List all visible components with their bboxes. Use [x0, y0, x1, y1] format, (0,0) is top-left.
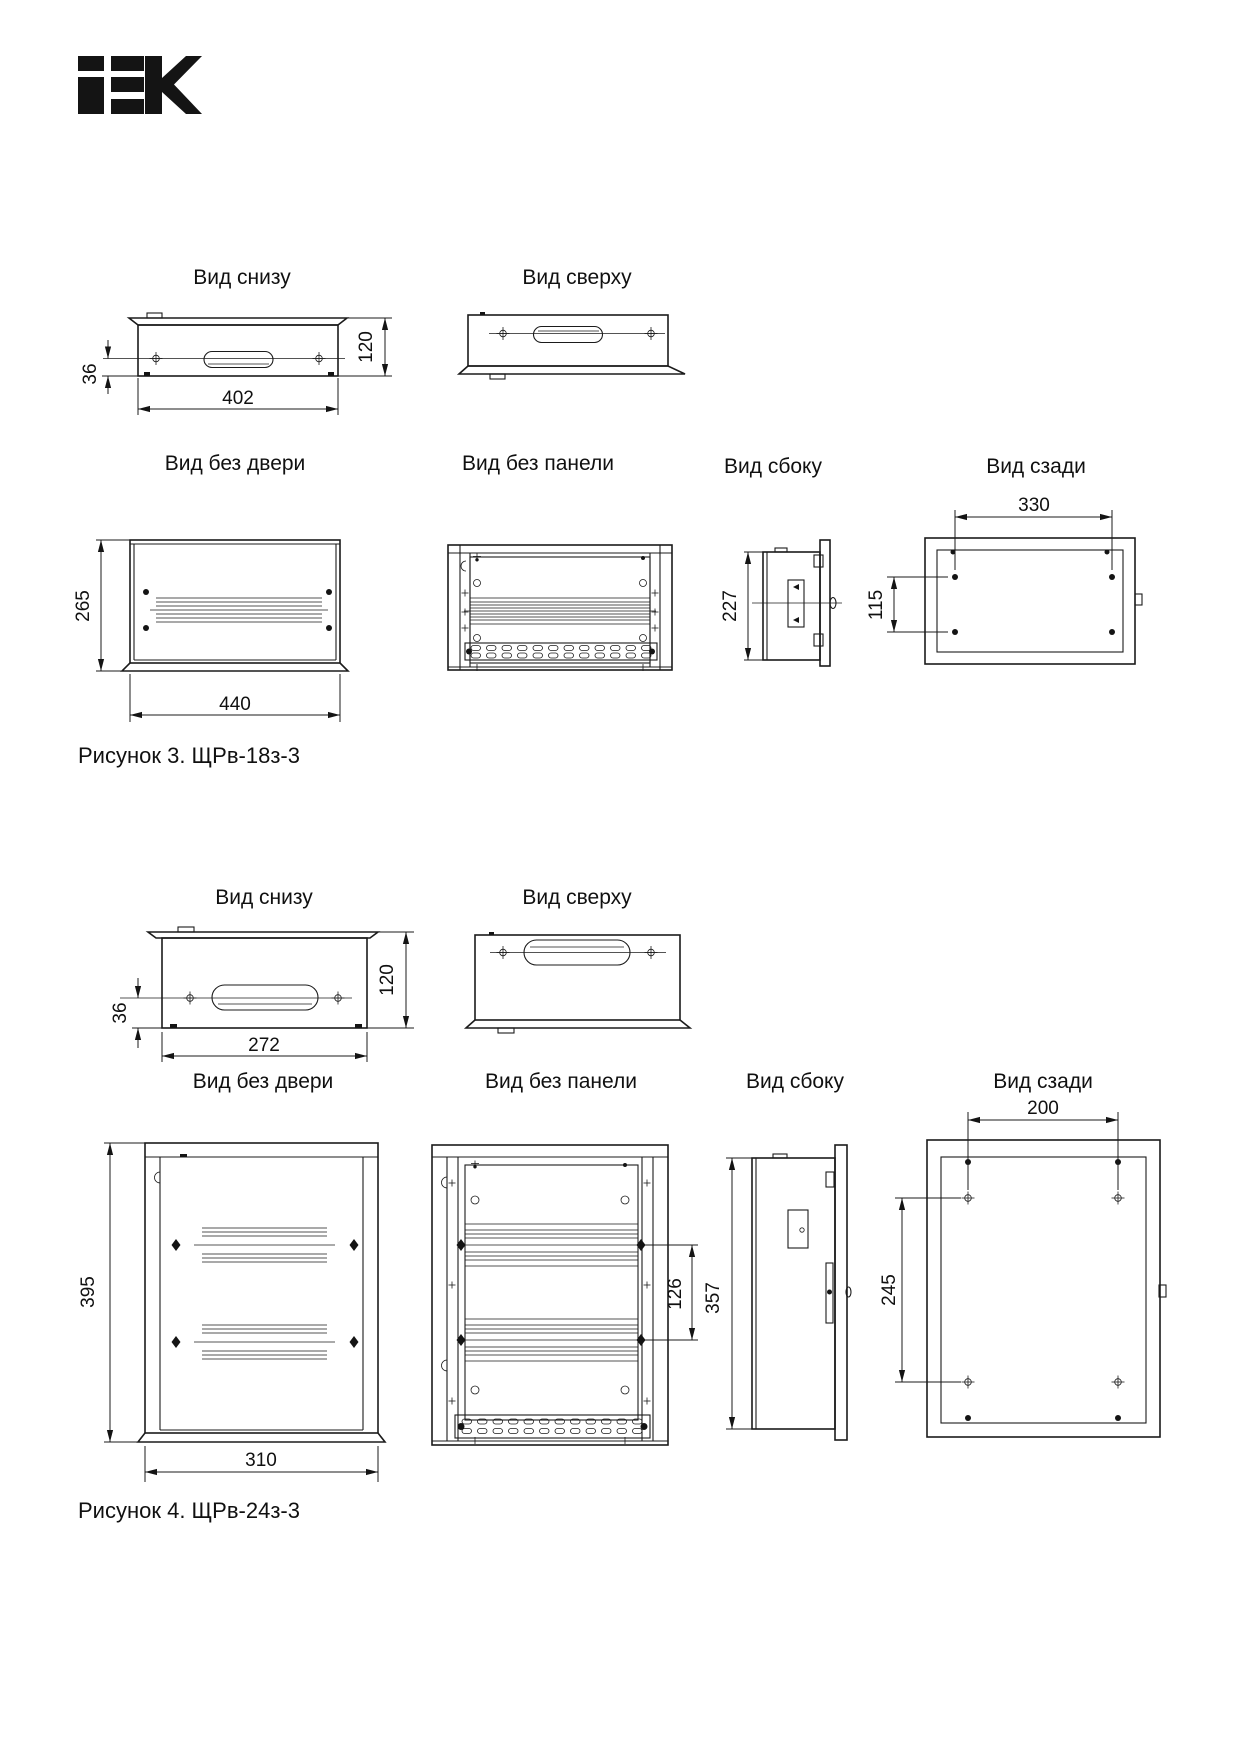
- dim-text: 227: [720, 590, 742, 622]
- dim-272: [162, 1032, 367, 1062]
- fig4-top-view-title: Вид сверху: [522, 886, 632, 909]
- fig4-no-panel-title: Вид без панели: [485, 1070, 637, 1093]
- rail-marker-icon: [350, 1239, 359, 1251]
- dim-227: [720, 552, 763, 660]
- fig3-rear-view-drawing: [860, 480, 1170, 695]
- iek-logo: [78, 56, 202, 114]
- fig4-caption: Рисунок 4. ЩРв-24з-3: [78, 1498, 300, 1523]
- dim-36: [110, 978, 162, 1048]
- dim-text: 330: [1018, 495, 1050, 516]
- fig3-side-view-drawing: [700, 530, 850, 685]
- din-rail: [458, 1325, 645, 1355]
- din-rail: [194, 1325, 335, 1359]
- dim-text: 36: [110, 1002, 132, 1024]
- mounting-hole-icon: [1112, 1192, 1125, 1205]
- mounting-hole-icon: [645, 327, 658, 340]
- fig4-no-panel-drawing: [420, 1120, 720, 1470]
- mounting-hole-icon: [1112, 1376, 1125, 1389]
- fig3-top-view-drawing: [440, 262, 690, 387]
- fig4-bottom-view-title: Вид снизу: [215, 886, 313, 909]
- fig3-side-view-title: Вид сбоку: [724, 455, 822, 478]
- rail-marker-icon: [172, 1336, 181, 1348]
- dim-text: 310: [245, 1450, 277, 1471]
- dim-text: 395: [78, 1276, 100, 1308]
- fig4-rear-view-title: Вид сзади: [993, 1070, 1093, 1093]
- dim-402: [138, 378, 338, 415]
- rail-marker-icon: [172, 1239, 181, 1251]
- fig3-rear-view-title: Вид сзади: [986, 455, 1086, 478]
- fig4-side-view-drawing: [680, 1130, 865, 1455]
- dim-text: 115: [866, 589, 888, 621]
- dim-200: [968, 1098, 1118, 1190]
- dim-115: [866, 577, 948, 632]
- dim-265: [73, 540, 130, 671]
- dim-text: 245: [879, 1274, 901, 1306]
- dim-text: 402: [222, 388, 254, 409]
- din-rail: [150, 598, 328, 622]
- mounting-hole-icon: [313, 352, 326, 365]
- perforated-strip: [455, 1415, 650, 1438]
- fig3-no-panel-title: Вид без панели: [462, 452, 614, 475]
- dim-36: [80, 340, 138, 394]
- dim-text: 200: [1027, 1098, 1059, 1119]
- rail-marker-icon: [350, 1336, 359, 1348]
- fig4-top-view-drawing: [450, 920, 710, 1040]
- dim-text: 272: [248, 1035, 280, 1056]
- fig3-no-door-drawing: [70, 530, 370, 730]
- din-rail: [194, 1228, 335, 1262]
- dim-440: [130, 674, 340, 722]
- dim-330: [955, 495, 1112, 570]
- fig4-rear-view-drawing: [880, 1090, 1180, 1455]
- dim-310: [145, 1446, 378, 1482]
- dim-120: [367, 932, 414, 1028]
- dim-357: [703, 1158, 752, 1429]
- fig3-bottom-view-drawing: [80, 262, 410, 422]
- fig4-no-door-title: Вид без двери: [192, 1070, 334, 1093]
- fig3-bottom-view-title: Вид снизу: [193, 266, 291, 289]
- fig3-no-panel-drawing: [440, 530, 685, 690]
- dim-text: 120: [377, 964, 399, 996]
- mounting-hole-icon: [962, 1192, 975, 1205]
- mounting-hole-icon: [497, 946, 510, 959]
- mounting-hole-icon: [332, 992, 345, 1005]
- fig4-no-door-drawing: [60, 1120, 390, 1495]
- fig3-caption: Рисунок 3. ЩРв-18з-3: [78, 743, 300, 768]
- dim-text: 120: [356, 331, 378, 363]
- dim-text: 126: [665, 1278, 687, 1310]
- dim-245: [879, 1198, 961, 1382]
- mounting-hole-icon: [962, 1376, 975, 1389]
- dim-395: [78, 1143, 145, 1442]
- fig4-side-view-title: Вид сбоку: [746, 1070, 844, 1093]
- fig3-no-door-title: Вид без двери: [164, 452, 306, 475]
- dim-text: 36: [80, 363, 101, 385]
- dim-text: 265: [73, 590, 95, 622]
- dim-text: 440: [219, 694, 251, 715]
- din-rail: [458, 1230, 645, 1260]
- fig3-top-view-title: Вид сверху: [522, 266, 632, 289]
- mounting-hole-icon: [645, 946, 658, 959]
- din-rail: [464, 602, 656, 620]
- mounting-hole-icon: [184, 992, 197, 1005]
- dim-120: [338, 318, 392, 376]
- perforated-strip: [465, 643, 657, 660]
- dim-text: 357: [703, 1282, 725, 1314]
- mounting-hole-icon: [497, 327, 510, 340]
- mounting-hole-icon: [150, 352, 163, 365]
- fig4-bottom-view-drawing: [100, 920, 430, 1065]
